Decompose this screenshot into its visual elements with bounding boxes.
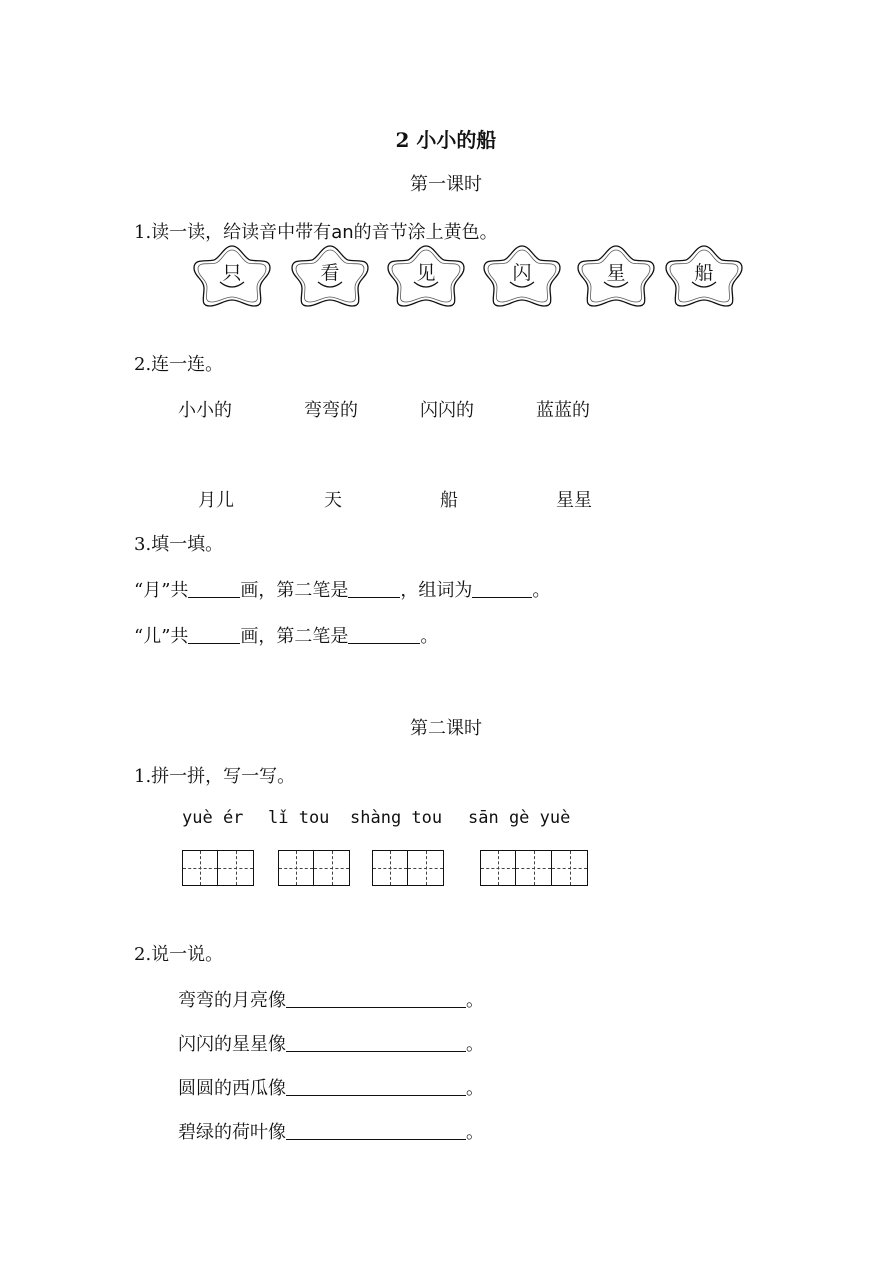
- q3-blank-strokes-yue[interactable]: [188, 579, 240, 598]
- q2-bottom-word-4: 星星: [556, 490, 592, 511]
- writing-grid-2[interactable]: [278, 850, 350, 886]
- lesson1-heading: 第一课时: [410, 174, 482, 195]
- page-title: 2 小小的船: [395, 128, 497, 152]
- q3-line1-b: 画，第二笔是: [240, 580, 349, 601]
- writing-cell[interactable]: [314, 850, 350, 886]
- writing-cell[interactable]: [480, 850, 516, 886]
- q3-line1-a: “月”共: [134, 580, 189, 601]
- star-syllable-3[interactable]: [384, 240, 468, 312]
- star-syllable-5[interactable]: [574, 240, 658, 312]
- say-line-2: [178, 1030, 484, 1056]
- star-character: 看: [320, 262, 340, 284]
- q3-line2-b: 画，第二笔是: [240, 626, 349, 647]
- say-line-4: [178, 1118, 484, 1144]
- q3-label: 3.填一填。: [134, 534, 224, 555]
- star-character: 只: [222, 262, 242, 284]
- q3-blank-strokes-er[interactable]: [188, 625, 240, 644]
- q2-bottom-word-2: 天: [324, 490, 342, 511]
- star-character: 星: [606, 262, 626, 284]
- q3-blank-second-stroke-er[interactable]: [348, 625, 420, 644]
- say-line-1: [178, 986, 484, 1012]
- q1-label-end: 的音节涂上黄色。: [353, 222, 498, 243]
- q2-top-word-2: 弯弯的: [304, 400, 358, 421]
- star-syllable-2[interactable]: [288, 240, 372, 312]
- lesson2-heading: 第二课时: [410, 718, 482, 739]
- pinyin-group-3: shàng tou: [350, 808, 443, 828]
- q1-label-start: 1.读一读，给读音中带有: [134, 222, 332, 243]
- star-syllable-1[interactable]: [190, 240, 274, 312]
- say-blank-4[interactable]: [286, 1121, 466, 1140]
- l2-q2-label: 2.说一说。: [134, 944, 224, 965]
- q3-line-1: [134, 576, 550, 602]
- say-line-4-end: 。: [466, 1122, 484, 1143]
- l2-q1-label: 1.拼一拼，写一写。: [134, 766, 296, 787]
- q3-line2-a: “儿”共: [134, 626, 189, 647]
- q2-bottom-word-1: 月儿: [198, 490, 234, 511]
- say-line-2-text: 闪闪的星星像: [178, 1034, 286, 1055]
- say-line-1-text: 弯弯的月亮像: [178, 990, 286, 1011]
- q2-top-word-1: 小小的: [178, 400, 232, 421]
- pinyin-group-2: lǐ tou: [268, 808, 330, 828]
- writing-cell[interactable]: [552, 850, 588, 886]
- writing-cell[interactable]: [408, 850, 444, 886]
- q1-highlight: an: [331, 222, 354, 243]
- writing-cell[interactable]: [218, 850, 254, 886]
- writing-grid-4[interactable]: [480, 850, 588, 886]
- say-line-4-text: 碧绿的荷叶像: [178, 1122, 286, 1143]
- writing-cell[interactable]: [372, 850, 408, 886]
- writing-cell[interactable]: [278, 850, 314, 886]
- q2-top-word-3: 闪闪的: [420, 400, 474, 421]
- writing-cell[interactable]: [182, 850, 218, 886]
- writing-grid-3[interactable]: [372, 850, 444, 886]
- say-line-3: [178, 1074, 484, 1100]
- say-blank-3[interactable]: [286, 1077, 466, 1096]
- pinyin-group-1: yuè ér: [182, 808, 244, 828]
- q3-blank-word-yue[interactable]: [472, 579, 532, 598]
- star-syllable-6[interactable]: [662, 240, 746, 312]
- say-line-2-end: 。: [466, 1034, 484, 1055]
- say-blank-1[interactable]: [286, 989, 466, 1008]
- say-line-1-end: 。: [466, 990, 484, 1011]
- q3-blank-second-stroke-yue[interactable]: [348, 579, 400, 598]
- star-syllable-4[interactable]: [480, 240, 564, 312]
- star-character: 见: [416, 262, 436, 284]
- star-character: 闪: [512, 262, 532, 284]
- q2-bottom-word-3: 船: [440, 490, 458, 511]
- q3-line1-c: ，组词为: [400, 580, 473, 601]
- say-line-3-text: 圆圆的西瓜像: [178, 1078, 286, 1099]
- q2-top-word-4: 蓝蓝的: [536, 400, 590, 421]
- say-line-3-end: 。: [466, 1078, 484, 1099]
- say-blank-2[interactable]: [286, 1033, 466, 1052]
- q3-line2-c: 。: [420, 626, 439, 647]
- star-character: 船: [694, 262, 714, 284]
- q3-line1-d: 。: [532, 580, 551, 601]
- pinyin-group-4: sān gè yuè: [468, 808, 571, 828]
- q2-label: 2.连一连。: [134, 354, 224, 375]
- writing-grid-1[interactable]: [182, 850, 254, 886]
- q3-line-2: [134, 622, 438, 648]
- writing-cell[interactable]: [516, 850, 552, 886]
